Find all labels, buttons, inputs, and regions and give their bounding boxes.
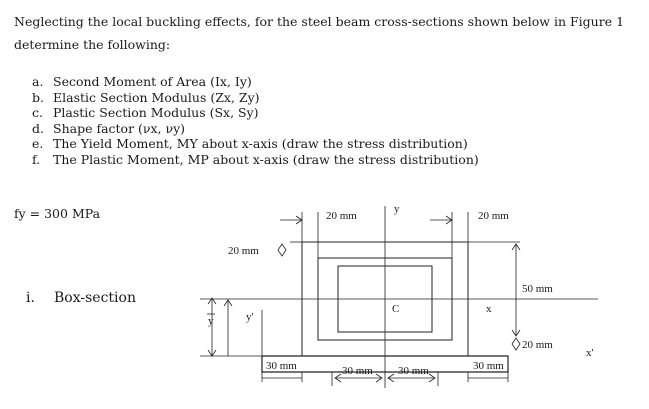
- task-letter: d.: [32, 120, 44, 136]
- section-name: Box-section: [54, 290, 136, 306]
- yield-stress: fy = 300 MPa: [14, 206, 101, 221]
- dim-base-3: 30 mm: [398, 365, 429, 377]
- dim-base-2: 30 mm: [342, 365, 373, 377]
- axis-label-x: x: [486, 303, 492, 315]
- dim-top-left: 20 mm: [326, 210, 357, 222]
- axis-label-y-prime: y': [246, 311, 254, 323]
- dim-base-4: 30 mm: [473, 360, 504, 372]
- task-letter: c.: [32, 105, 43, 120]
- task-text: Second Moment of Area (Ix, Iy): [53, 74, 252, 89]
- axis-label-c: C: [392, 303, 400, 315]
- task-text: Plastic Section Modulus (Sx, Sy): [53, 105, 259, 120]
- axis-label-y-bar: y: [208, 315, 214, 327]
- task-letter: f.: [32, 151, 41, 167]
- intro-line-1: Neglecting the local buckling effects, for the steel beam cross-sections shown below in Figure 1: [14, 14, 625, 29]
- section-number: i.: [26, 290, 35, 306]
- task-letter: b.: [32, 89, 44, 105]
- axis-label-y: y: [394, 203, 400, 215]
- dim-flange-left: 20 mm: [228, 245, 259, 257]
- task-text: The Yield Moment, MY about x-axis (draw the stress distribution): [53, 136, 468, 151]
- task-text: The Plastic Moment, MP about x-axis (draw the stress distribution): [53, 151, 479, 167]
- dim-base-1: 30 mm: [266, 360, 297, 372]
- task-letter: e.: [32, 136, 44, 151]
- task-text: Elastic Section Modulus (Zx, Zy): [53, 89, 260, 105]
- axis-label-x-prime: x': [586, 347, 594, 359]
- dim-bottom-right: 20 mm: [522, 339, 553, 351]
- intro-line-2: determine the following:: [14, 37, 171, 52]
- dim-top-right: 20 mm: [478, 210, 509, 222]
- task-letter: a.: [32, 74, 44, 89]
- dim-height-right: 50 mm: [522, 283, 553, 295]
- task-text: Shape factor (νx, νy): [53, 120, 186, 136]
